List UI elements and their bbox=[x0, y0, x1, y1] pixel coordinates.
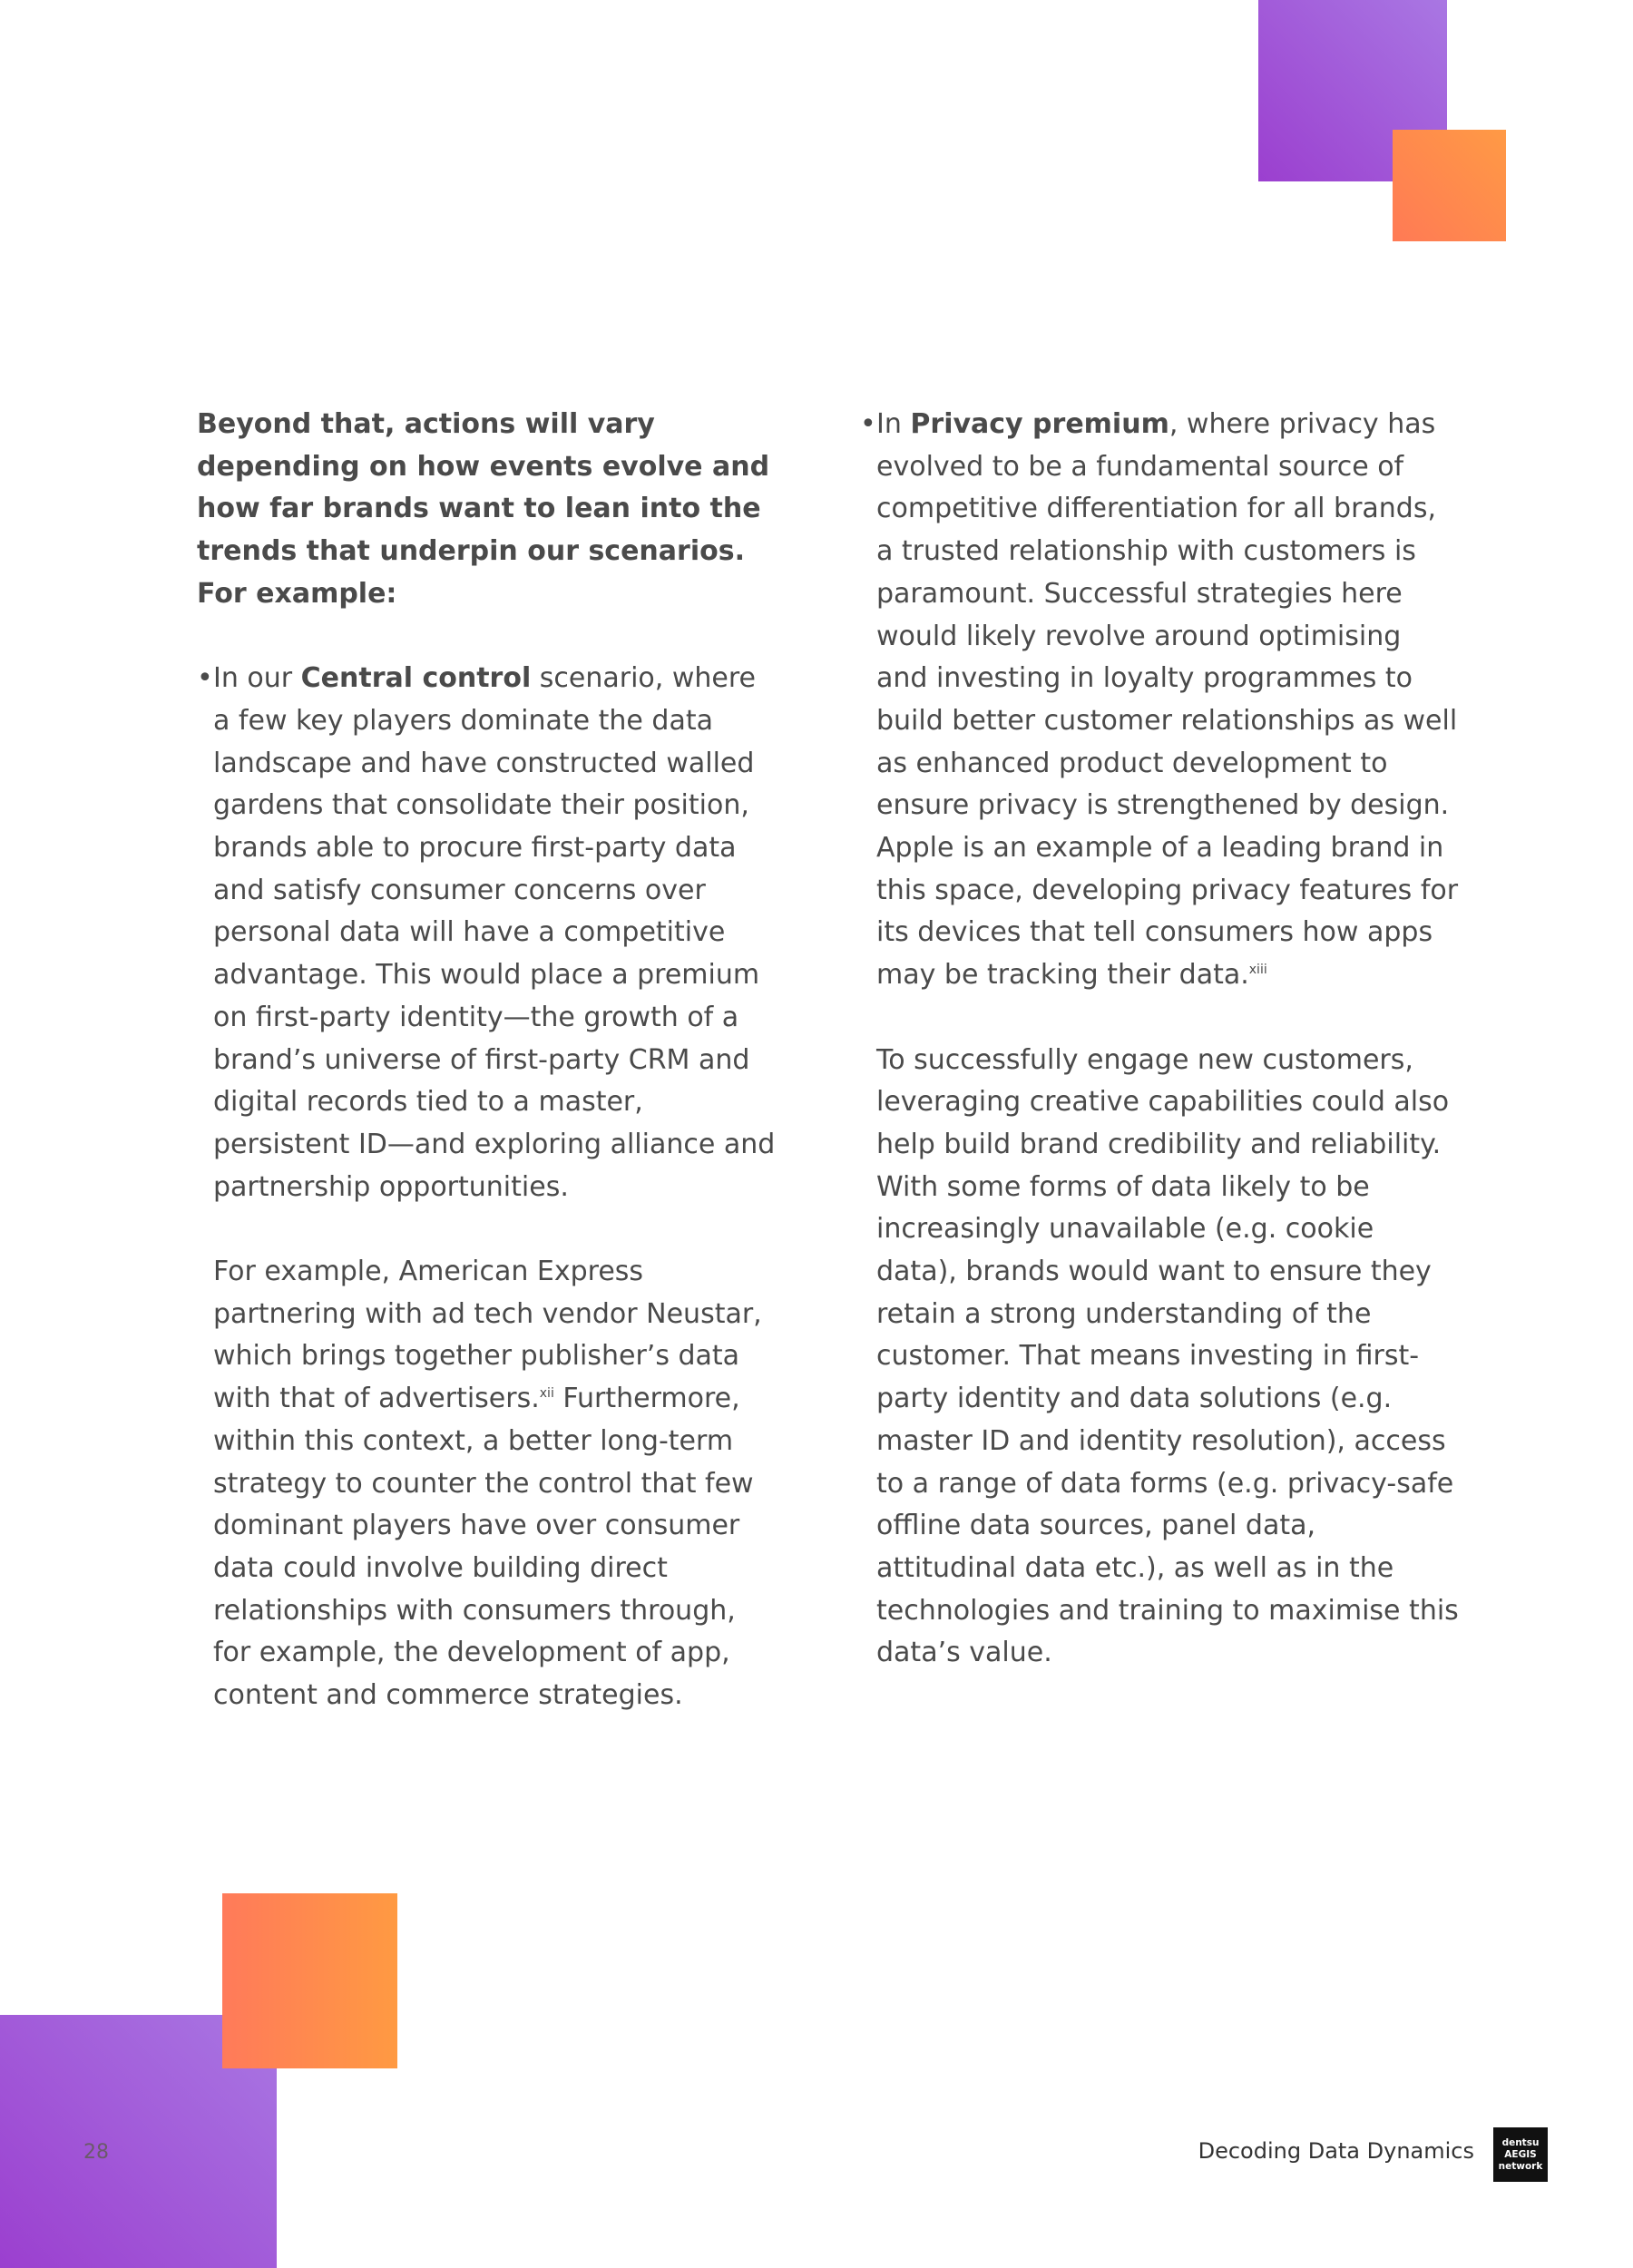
bullet-central-control: • In our Central control scenario, where a few key players dominate the data landscape and have constructed walled gardens that consolidate their position, brands able to procure first-party data and satisfy consumer concerns over personal data will have a competitive advantage. This would place a premium on first-party identity—the growth of a brand’s universe of first-party CRM and digital records tied to a master, persistent ID—and exploring alliance and partnership opportunities. bbox=[197, 658, 777, 1208]
paragraph-engage-customers: To successfully engage new customers, leveraging creative capabilities could also help build brand credibility and reliability. With some forms of data likely to be increasingly unavailable (e.g. cookie data), brands would want to ensure they retain a strong understanding of the customer. That means investing in first-party identity and data solutions (e.g. master ID and identity resolution), access to a range of data forms (e.g. privacy-safe offline data sources, panel data, attitudinal data etc.), as well as in the technologies and training to maximise this data’s value. bbox=[876, 1043, 1459, 1669]
right-column bbox=[860, 404, 1459, 1675]
decorative-orange-square-top bbox=[1393, 130, 1506, 241]
footnote-ref-xiii[interactable]: xiii bbox=[1248, 963, 1267, 978]
page-number: 28 bbox=[83, 2141, 109, 2164]
left-column bbox=[197, 404, 777, 1717]
term-central-control: Central control bbox=[300, 662, 532, 695]
document-title: Decoding Data Dynamics bbox=[1198, 2138, 1474, 2164]
footnote-ref-xii[interactable]: xii bbox=[539, 1386, 554, 1402]
term-privacy-premium: Privacy premium bbox=[910, 408, 1169, 440]
bullet-privacy-premium: • In Privacy premium, where privacy has evolved to be a fundamental source of competitive differentiation for all brands, a trusted relationship with customers is paramount. Successful strategies here would likely revolve around optimising and investing in loyalty programmes to build better customer relationships as well as enhanced product development to ensure privacy is strengthened by design. Apple is an example of a leading brand in this space, developing privacy features for its devices that tell consumers how apps may be tracking their data.$^{xiii}$ bbox=[860, 404, 1459, 997]
paragraph-american-express: For example, American Express partnering with ad tech vendor Neustar, which brings together publisher’s data with that of advertisers.$^{xii}$ Furthermore, within this context, a better long-term strategy to counter the control that few dominant players have over consumer data could involve building direct relationships with consumers through, for example, the development of app, content and commerce strategies. bbox=[213, 1256, 762, 1712]
decorative-orange-square-bottom bbox=[222, 1893, 397, 2068]
intro-text: Beyond that, actions will vary depending on how events evolve and how far brands want to lean into the trends that underpin our scenarios. For example: bbox=[197, 408, 770, 610]
dentsu-aegis-logo: dentsu AEGIS network bbox=[1493, 2127, 1548, 2182]
